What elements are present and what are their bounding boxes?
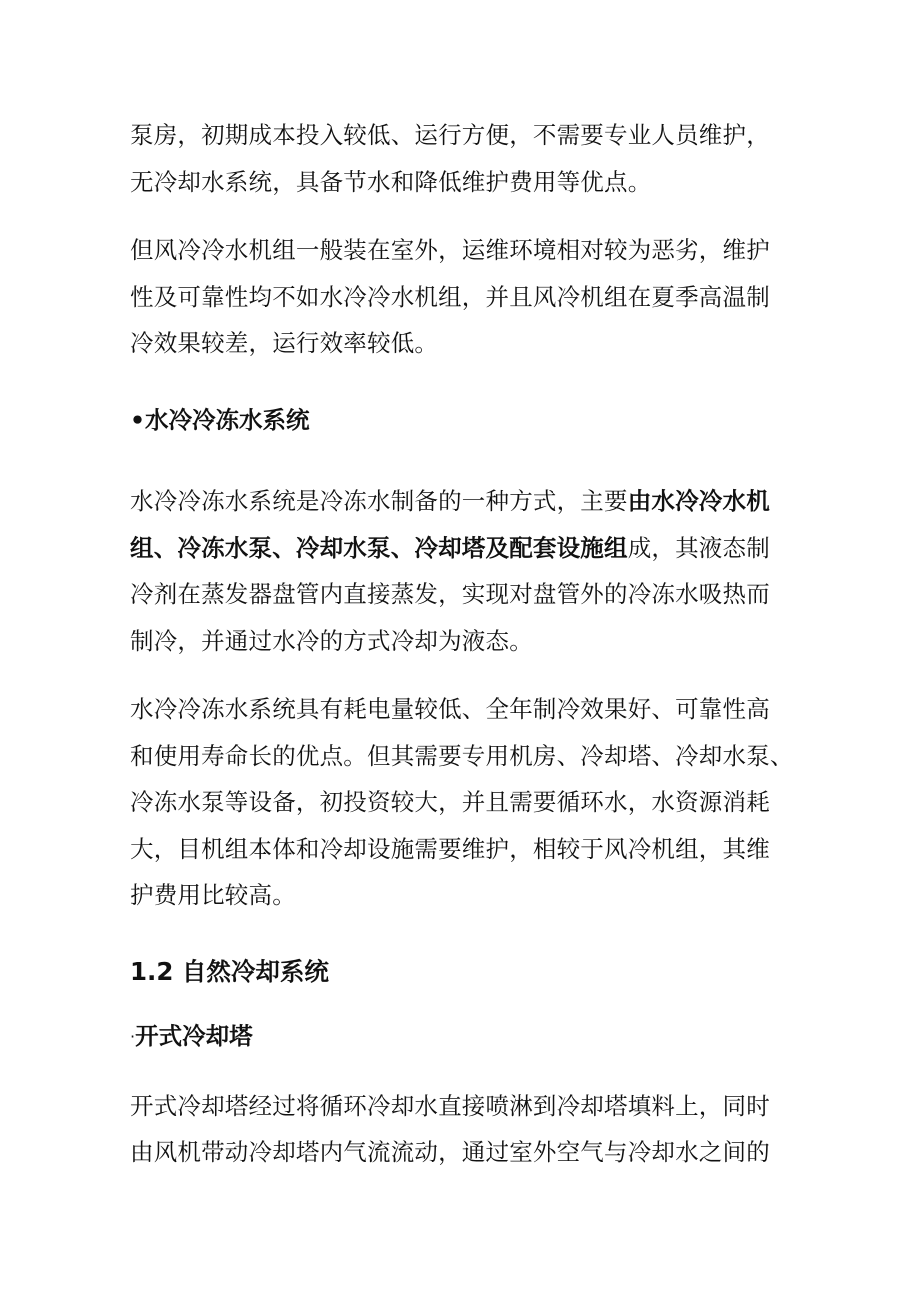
bullet-icon: •: [130, 405, 146, 434]
section-heading-natural-cooling: 1.2 自然冷却系统: [130, 956, 329, 986]
heading-text: 开式冷却塔: [135, 1022, 253, 1050]
heading-water-cooled-system: [130, 397, 810, 444]
heading-open-cooling-tower: [130, 1013, 810, 1061]
bold-text-run: 组、冷冻水泵、冷却水泵、冷却塔及配套设施组: [130, 533, 628, 562]
text-line: 开式冷却塔经过将循环冷却水直接喷淋到冷却塔填料上，同时: [130, 1091, 770, 1120]
paragraph-water-cooled-definition: [130, 478, 810, 664]
heading-text: 水冷冷冻水系统: [145, 405, 310, 434]
text-line: 冷冻水泵等设备，初投资较大，并且需要循环水，水资源消耗: [130, 788, 770, 816]
text-line: 水冷冷冻水系统具有耗电量较低、全年制冷效果好、可靠性高: [130, 695, 770, 723]
text-line: 大，目机组本体和冷却设施需要维护，相较于风冷机组，其维: [130, 834, 770, 863]
bullet-icon: ·: [130, 1027, 136, 1046]
paragraph-air-cooled-disadvantages: [130, 227, 810, 367]
text-line: 性及可靠性均不如水冷冷水机组，并且风冷机组在夏季高温制: [130, 282, 770, 311]
bold-text-run: 由水冷冷水机: [627, 487, 770, 515]
text-line: 和使用寿命长的优点。但其需要专用机房、冷却塔、冷却水泵、: [130, 741, 794, 770]
paragraph-open-cooling-tower: [130, 1083, 810, 1176]
text-line: 冷剂在蒸发器盘管内直接蒸发，实现对盘管外的冷冻水吸热而: [130, 580, 770, 608]
document-page: [130, 112, 810, 1176]
text-line: [130, 478, 810, 525]
text-line: 泵房，初期成本投入较低、运行方便，不需要专业人员维护，: [130, 121, 770, 149]
text-line: 无冷却水系统，具备节水和降低维护费用等优点。: [130, 167, 652, 196]
text-run: 成，其液态制: [627, 533, 770, 562]
paragraph-water-cooled-pros-cons: [130, 686, 810, 919]
text-line: 但风冷冷水机组一般装在室外，运维环境相对较为恶劣，维护: [130, 236, 770, 264]
paragraph-air-cooled-advantages: [130, 112, 810, 205]
text-line: 制冷，并通过水冷的方式冷却为液态。: [130, 626, 533, 655]
text-run: 水冷冷冻水系统是冷冻水制备的一种方式，主要: [130, 487, 628, 515]
text-line: [130, 525, 810, 572]
text-line: 护费用比较高。: [130, 881, 296, 909]
text-line: 由风机带动冷却塔内气流流动，通过室外空气与冷却水之间的: [130, 1138, 770, 1166]
text-line: 冷效果较差，运行效率较低。: [130, 329, 439, 357]
